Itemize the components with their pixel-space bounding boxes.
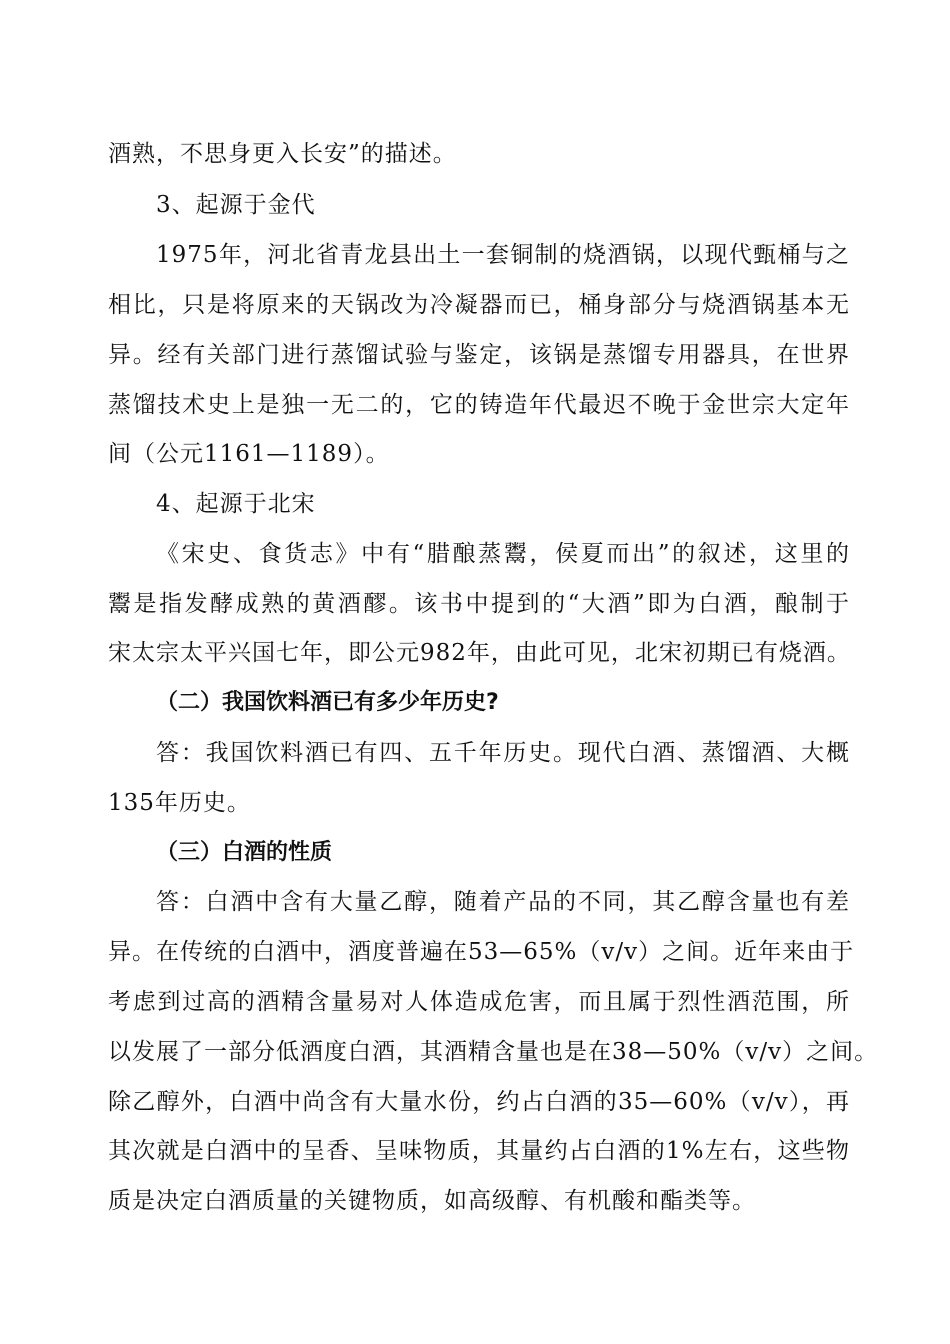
paragraph-line: 蒸馏技术史上是独一无二的，它的铸造年代最迟不晚于金世宗大定年 bbox=[108, 392, 850, 418]
paragraph-line: 酒熟，不思身更入长安”的描述。 bbox=[108, 141, 457, 167]
paragraph-line: 相比，只是将原来的天锅改为冷凝器而已，桶身部分与烧酒锅基本无 bbox=[108, 292, 850, 318]
paragraph-line: 135年历史。 bbox=[108, 790, 251, 816]
paragraph-line: 答：我国饮料酒已有四、五千年历史。现代白酒、蒸馏酒、大概 bbox=[156, 740, 850, 766]
paragraph-line: 宋太宗太平兴国七年，即公元982年，由此可见，北宋初期已有烧酒。 bbox=[108, 640, 851, 666]
paragraph-line: 《宋史、食货志》中有“腊酿蒸鬻，侯夏而出”的叙述，这里的 bbox=[156, 541, 850, 567]
paragraph-line: 考虑到过高的酒精含量易对人体造成危害，而且属于烈性酒范围，所 bbox=[108, 989, 850, 1015]
paragraph-line: 异。在传统的白酒中，酒度普遍在53—65%（v/v）之间。近年来由于 bbox=[108, 939, 855, 965]
paragraph-line: 鬻是指发酵成熟的黄酒醪。该书中提到的“大酒”即为白酒，酿制于 bbox=[108, 591, 850, 617]
paragraph-line: 以发展了一部分低酒度白酒，其酒精含量也是在38—50%（v/v）之间。 bbox=[108, 1039, 879, 1065]
paragraph-line: 除乙醇外，白酒中尚含有大量水份，约占白酒的35—60%（v/v），再 bbox=[108, 1089, 850, 1115]
paragraph-line: 答：白酒中含有大量乙醇，随着产品的不同，其乙醇含量也有差 bbox=[156, 889, 850, 915]
paragraph-line: 异。经有关部门进行蒸馏试验与鉴定，该锅是蒸馏专用器具，在世界 bbox=[108, 342, 850, 368]
paragraph-line: 1975年，河北省青龙县出土一套铜制的烧酒锅，以现代甄桶与之 bbox=[156, 242, 850, 268]
paragraph-line: 质是决定白酒质量的关键物质，如高级醇、有机酸和酯类等。 bbox=[108, 1188, 756, 1214]
paragraph-line: 其次就是白酒中的呈香、呈味物质，其量约占白酒的1%左右，这些物 bbox=[108, 1138, 850, 1164]
section-item-4-title: 4、起源于北宋 bbox=[156, 491, 316, 517]
section-heading-3: （三）白酒的性质 bbox=[156, 840, 333, 865]
section-item-3-title: 3、起源于金代 bbox=[156, 192, 316, 218]
paragraph-line: 间（公元1161—1189）。 bbox=[108, 441, 390, 467]
section-heading-2: （二）我国饮料酒已有多少年历史? bbox=[156, 690, 499, 715]
